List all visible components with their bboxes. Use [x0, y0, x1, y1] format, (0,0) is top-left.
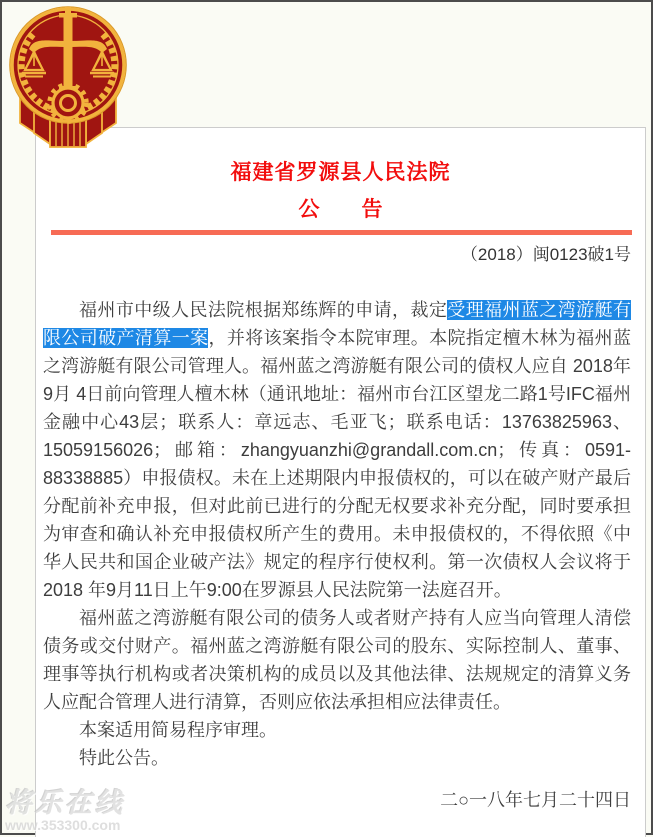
red-divider — [51, 230, 632, 235]
paragraph-closing: 特此公告。 — [79, 748, 169, 768]
paragraph-ruling — [43, 296, 631, 604]
page-title: 福建省罗源县人民法院 — [230, 161, 451, 184]
paragraph-obligations: 福州蓝之湾游艇有限公司的债务人或者财产持有人应当向管理人清偿债务或交付财产。福州蓝之湾游艇有限公司的股东、实际控制人、董事、理事等执行机构或者决策机构的成员以及其他法律、法规规定的清算义务人应配合管理人进行清算，否则应依法承担相应法律责任。 — [43, 608, 631, 712]
court-emblem-icon — [7, 4, 129, 154]
watermark-url: www.353300.com — [5, 817, 121, 833]
paragraph-ruling-rest: ，并将该案指令本院审理。本院指定檀木林为福州蓝之湾游艇有限公司管理人。福州蓝之湾游艇有限公司的债权人应自 2018年9月 4日前向管理人檀木林（通讯地址：福州市台江区望龙二路1号IFC福州金融中心43层；联系人：章远志、毛亚飞；联系电话：13763825963、15059156026；邮箱：zhangyuanzhi@grandall.com.cn；传真：0591-88338885）申报债权。未在上述期限内申报债权的，可以在破产财产最后分配前补充申报，但对此前已进行的分配无权要求补充分配，同时要承担为审查和确认补充申报债权所产生的费用。未申报债权的，不得依照《中华人民共和国企业破产法》规定的程序行使权利。第一次债权人会议将于2018 年9月11日上午9:00在罗源县人民法院第一法庭召开。 — [43, 328, 631, 600]
notice-title: 公 告 — [298, 198, 383, 221]
watermark-sitename: 将乐在线 — [5, 788, 125, 818]
content-panel — [35, 127, 646, 837]
issue-date: 二○一八年七月二十四日 — [440, 790, 631, 810]
paragraph-procedure: 本案适用简易程序审理。 — [79, 720, 277, 740]
announcement-body — [36, 296, 645, 772]
case-number: （2018）闽0123破1号 — [460, 245, 631, 264]
highlighted-text-selection: 受理福州蓝之湾游艇有限公司破产清算一案 — [43, 300, 632, 348]
court-emblem — [7, 4, 129, 154]
paragraph-ruling-start: 福州市中级人民法院根据郑练辉的申请，裁定 — [79, 300, 448, 320]
